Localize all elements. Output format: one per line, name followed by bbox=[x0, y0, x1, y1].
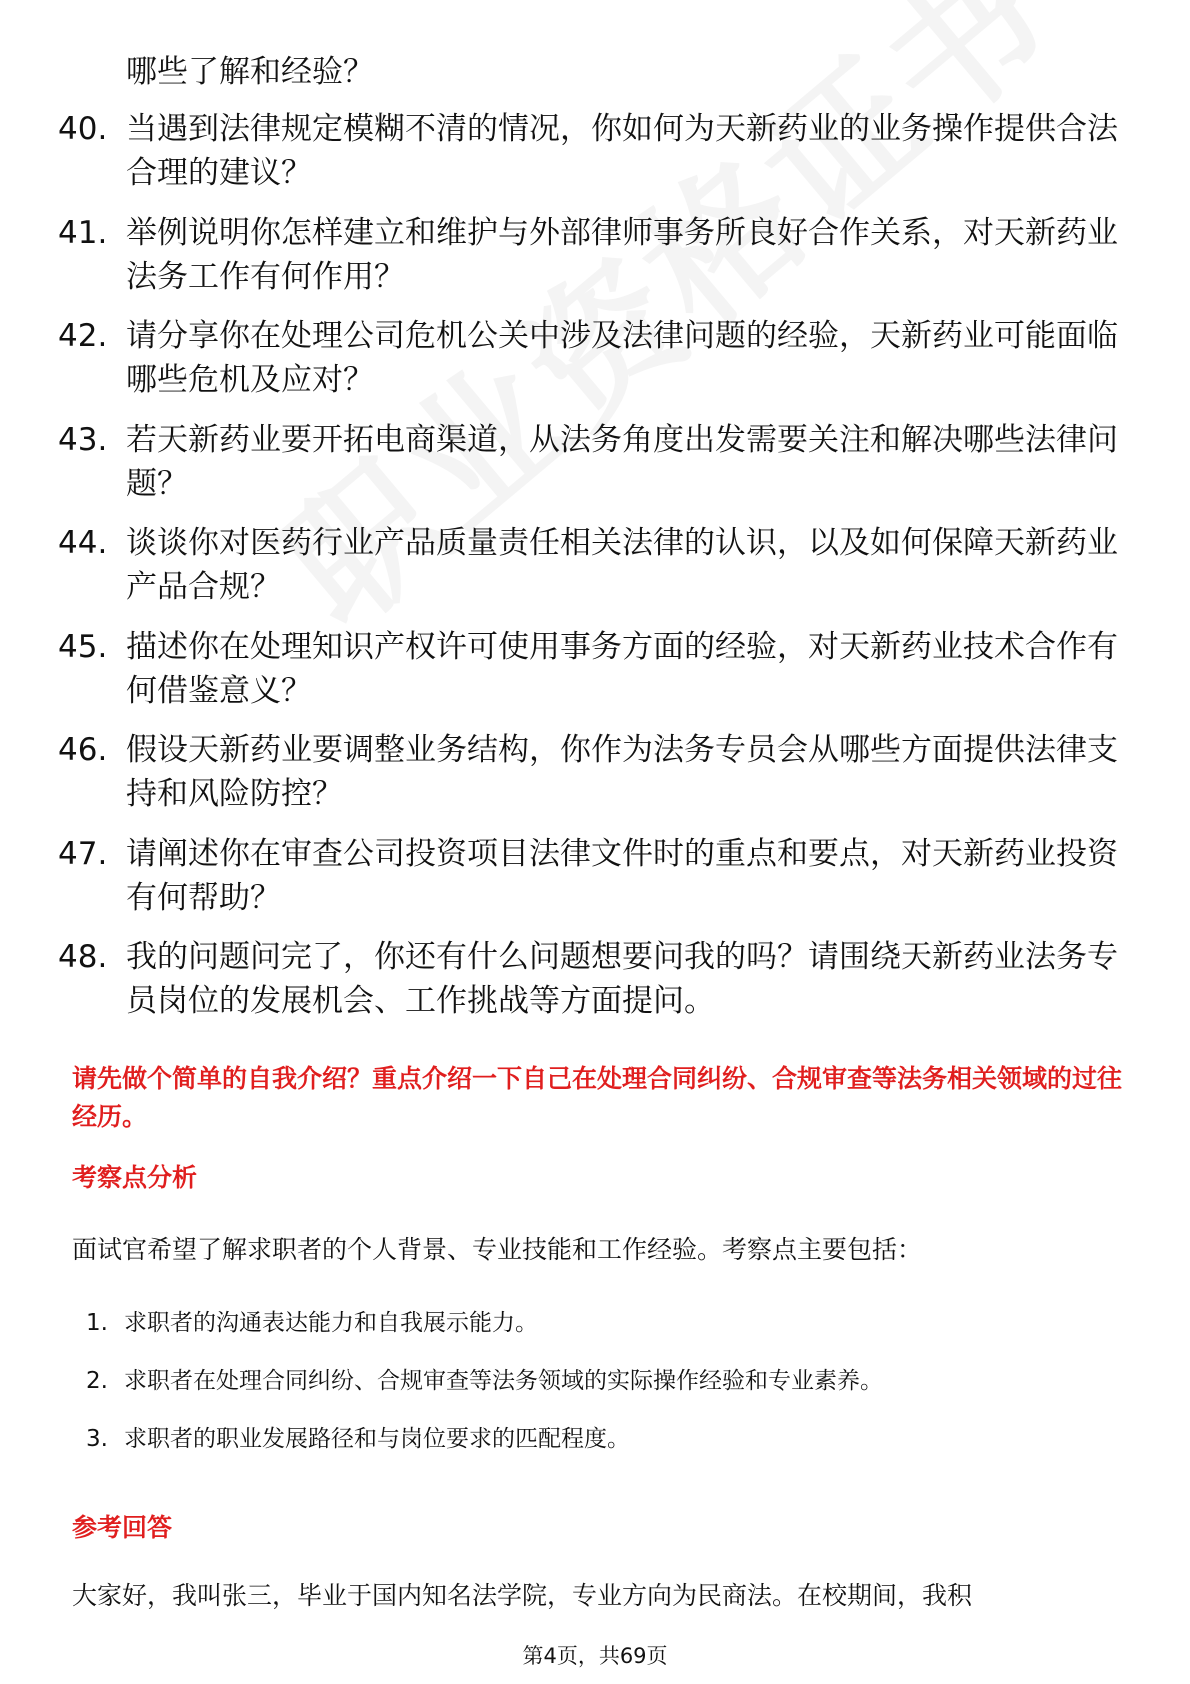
question-number: 46. bbox=[58, 732, 108, 768]
question-item bbox=[58, 211, 1118, 299]
question-list bbox=[58, 107, 1118, 1039]
question-number: 48. bbox=[58, 939, 108, 975]
question-text: 我的问题问完了，你还有什么问题想要问我的吗？请围绕天新药业法务专员岗位的发展机会、工作挑战等方面提问。 bbox=[126, 939, 1118, 1019]
question-number: 42. bbox=[58, 318, 108, 354]
page-footer: 第4页，共69页 bbox=[522, 1644, 668, 1668]
question-number: 44. bbox=[58, 525, 108, 561]
question-item bbox=[58, 728, 1118, 816]
analysis-point bbox=[86, 1363, 883, 1421]
question-number: 41. bbox=[58, 214, 108, 251]
question-item bbox=[58, 625, 1118, 713]
point-number: 2. bbox=[86, 1368, 108, 1394]
analysis-point bbox=[86, 1421, 883, 1479]
question-item bbox=[58, 314, 1118, 402]
question-number: 40. bbox=[58, 111, 108, 147]
answer-text: 大家好，我叫张三，毕业于国内知名法学院，专业方向为民商法。在校期间，我积 bbox=[72, 1581, 973, 1610]
question-item bbox=[58, 521, 1118, 609]
analysis-intro: 面试官希望了解求职者的个人背景、专业技能和工作经验。考察点主要包括： bbox=[72, 1235, 923, 1264]
question-item bbox=[58, 935, 1118, 1023]
question-text: 当遇到法律规定模糊不清的情况，你如何为天新药业的业务操作提供合法合理的建议？ bbox=[126, 111, 1118, 191]
analysis-heading: 考察点分析 bbox=[72, 1163, 198, 1192]
question-item bbox=[58, 832, 1118, 920]
analysis-point bbox=[86, 1305, 883, 1363]
question-number: 43. bbox=[58, 421, 108, 458]
point-number: 1. bbox=[86, 1310, 108, 1336]
question-text: 请阐述你在审查公司投资项目法律文件时的重点和要点，对天新药业投资有何帮助？ bbox=[126, 835, 1118, 916]
question-text: 描述你在处理知识产权许可使用事务方面的经验，对天新药业技术合作有何借鉴意义？ bbox=[126, 628, 1118, 709]
question-text: 谈谈你对医药行业产品质量责任相关法律的认识，以及如何保障天新药业产品合规？ bbox=[126, 525, 1118, 605]
question-text: 若天新药业要开拓电商渠道，从法务角度出发需要关注和解决哪些法律问题？ bbox=[126, 421, 1118, 502]
point-text: 求职者在处理合同纠纷、合规审查等法务领域的实际操作经验和专业素养。 bbox=[124, 1368, 883, 1394]
point-text: 求职者的沟通表达能力和自我展示能力。 bbox=[124, 1310, 538, 1336]
featured-question: 请先做个简单的自我介绍？重点介绍一下自己在处理合同纠纷、合规审查等法务相关领域的过往经历。 bbox=[72, 1064, 1123, 1131]
point-number: 3. bbox=[86, 1426, 108, 1452]
point-text: 求职者的职业发展路径和与岗位要求的匹配程度。 bbox=[124, 1426, 630, 1452]
answer-heading: 参考回答 bbox=[72, 1513, 173, 1542]
question-number: 47. bbox=[58, 835, 108, 872]
question-text: 举例说明你怎样建立和维护与外部律师事务所良好合作关系，对天新药业法务工作有何作用？ bbox=[126, 214, 1118, 295]
question-item bbox=[58, 107, 1118, 195]
question-text: 请分享你在处理公司危机公关中涉及法律问题的经验，天新药业可能面临哪些危机及应对？ bbox=[126, 318, 1118, 398]
analysis-points-list bbox=[86, 1305, 883, 1479]
question-text: 假设天新药业要调整业务结构，你作为法务专员会从哪些方面提供法律支持和风险防控？ bbox=[126, 732, 1118, 812]
question-continuation: 哪些了解和经验？ bbox=[126, 54, 374, 90]
question-number: 45. bbox=[58, 628, 108, 665]
question-item bbox=[58, 418, 1118, 506]
